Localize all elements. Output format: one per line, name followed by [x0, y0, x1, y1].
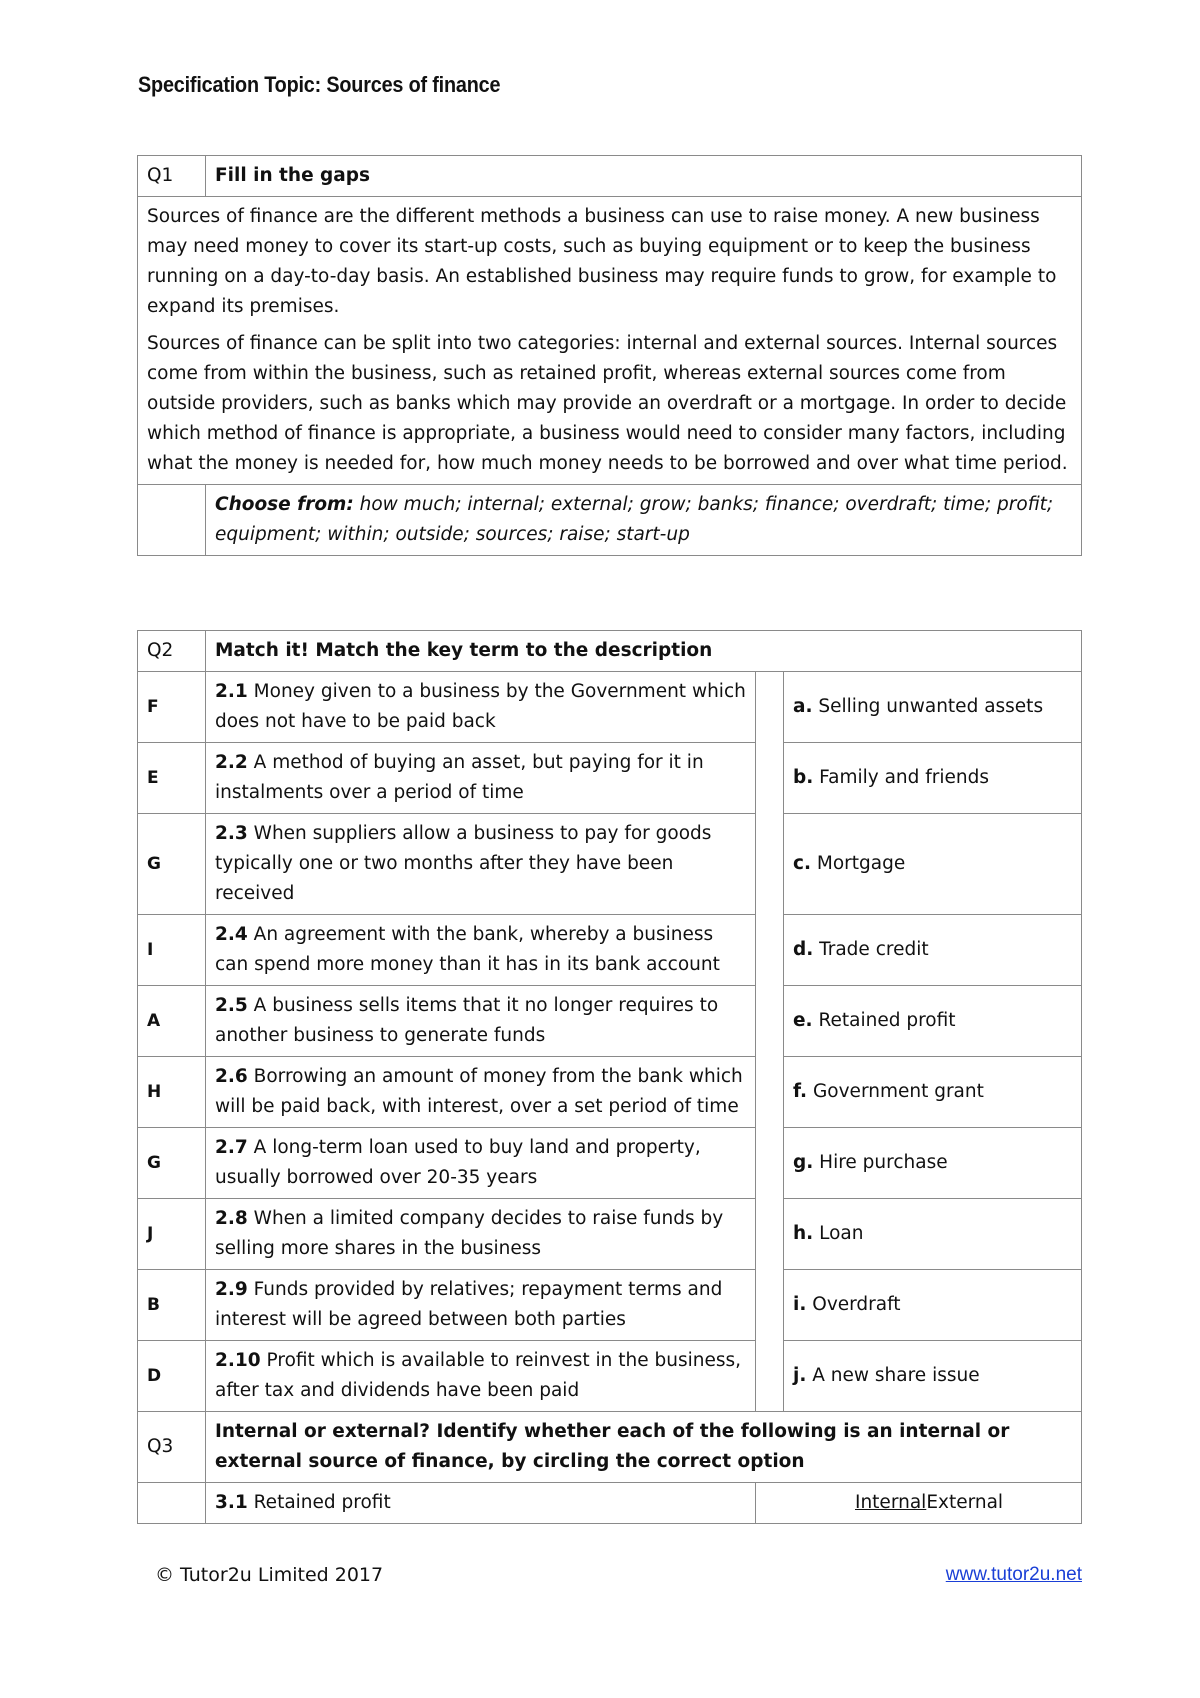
q1-word-bank-row — [138, 485, 1082, 556]
q1-word-bank — [206, 485, 1082, 556]
q2-description — [206, 1199, 756, 1270]
q2-option-letter: a. — [793, 696, 813, 717]
q2-item-text: A long-term loan used to buy land and property, usually borrowed over 20-35 years — [215, 1137, 701, 1188]
q3-option-internal[interactable]: Internal — [855, 1492, 927, 1513]
q2-option-text: Selling unwanted assets — [812, 696, 1044, 717]
q2-option — [784, 986, 1082, 1057]
q2-item-text: A method of buying an asset, but paying for it in instalments over a period of time — [215, 752, 704, 803]
q2-item-number: 2.2 — [215, 752, 248, 773]
choose-from-words: how much; internal; external; grow; banks; finance; overdraft; time; profit; equipment; within; outside; sources; raise; start-up — [215, 494, 1054, 545]
q2-row — [138, 672, 1082, 743]
q2-option-letter: h. — [793, 1223, 814, 1244]
q2-description — [206, 1341, 756, 1412]
q2-item-number: 2.8 — [215, 1208, 248, 1229]
q2-description — [206, 1057, 756, 1128]
q2-item-number: 2.10 — [215, 1350, 261, 1371]
q2-option — [784, 814, 1082, 915]
q2-option-text: Trade credit — [813, 939, 929, 960]
q1-number: Q1 — [138, 156, 206, 197]
q2-option-letter: c. — [793, 853, 811, 874]
q2-item-text: An agreement with the bank, whereby a business can spend more money than it has in its bank account — [215, 924, 720, 975]
q2-answer[interactable]: G — [138, 814, 206, 915]
q2-item-number: 2.4 — [215, 924, 248, 945]
q2-item-text: A business sells items that it no longer requires to another business to generate funds — [215, 995, 719, 1046]
footer-copyright: © Tutor2u Limited 2017 — [155, 1564, 384, 1586]
q1-table — [137, 155, 1082, 556]
q1-text-cell — [138, 197, 1082, 485]
q3-header-row — [138, 1412, 1082, 1483]
q3-number: Q3 — [138, 1412, 206, 1483]
q3-item-row — [138, 1483, 1082, 1524]
q2-answer[interactable]: A — [138, 986, 206, 1057]
q2-row — [138, 915, 1082, 986]
footer-link[interactable]: www.tutor2u.net — [945, 1564, 1082, 1585]
q2-item-number: 2.3 — [215, 823, 248, 844]
q2-option-letter: g. — [793, 1152, 814, 1173]
q2-item-text: Profit which is available to reinvest in the business, after tax and dividends have been paid — [215, 1350, 741, 1401]
q1-paragraph-1: Sources of finance are the different methods a business can use to raise money. A new business may need money to cover its start-up costs, such as buying equipment or to keep the business running on a day-to-day basis. An established business may require funds to grow, for example to expand its premises. — [147, 206, 1057, 317]
q2-option — [784, 1341, 1082, 1412]
q2-option-text: Family and friends — [813, 767, 990, 788]
q2-option — [784, 743, 1082, 814]
q2-option-text: Overdraft — [806, 1294, 901, 1315]
q2-option — [784, 1199, 1082, 1270]
q2-row — [138, 1270, 1082, 1341]
q3-blank-cell — [138, 1483, 206, 1524]
q2-option — [784, 672, 1082, 743]
q2-table — [137, 630, 1082, 1524]
q2-description — [206, 743, 756, 814]
q2-option-text: Retained profit — [812, 1010, 956, 1031]
q2-option-text: Government grant — [807, 1081, 984, 1102]
q2-row — [138, 1199, 1082, 1270]
q2-description — [206, 986, 756, 1057]
q2-row — [138, 1128, 1082, 1199]
q2-description — [206, 1128, 756, 1199]
q2-row — [138, 1341, 1082, 1412]
q2-title: Match it! Match the key term to the description — [206, 631, 1082, 672]
q2-option — [784, 1057, 1082, 1128]
q3-item-text: Retained profit — [247, 1492, 391, 1513]
q2-answer[interactable]: J — [138, 1199, 206, 1270]
q3-item-number: 3.1 — [215, 1492, 248, 1513]
q2-item-number: 2.7 — [215, 1137, 248, 1158]
q2-item-text: When suppliers allow a business to pay for goods typically one or two months after they have been received — [215, 823, 712, 904]
q1-title: Fill in the gaps — [206, 156, 1082, 197]
q2-description — [206, 672, 756, 743]
q2-option — [784, 915, 1082, 986]
q2-answer[interactable]: H — [138, 1057, 206, 1128]
q1-body-row — [138, 197, 1082, 485]
q2-option-letter: e. — [793, 1010, 813, 1031]
q2-answer[interactable]: G — [138, 1128, 206, 1199]
q1-header-row — [138, 156, 1082, 197]
q2-number: Q2 — [138, 631, 206, 672]
q3-item — [206, 1483, 756, 1524]
q2-row — [138, 743, 1082, 814]
q2-answer[interactable]: D — [138, 1341, 206, 1412]
q2-item-text: Funds provided by relatives; repayment terms and interest will be agreed between both parties — [215, 1279, 723, 1330]
q3-title: Internal or external? Identify whether each of the following is an internal or external source of finance, by circling the correct option — [206, 1412, 1082, 1483]
q2-item-number: 2.9 — [215, 1279, 248, 1300]
q2-option — [784, 1128, 1082, 1199]
q2-option-letter: j. — [793, 1365, 807, 1386]
q2-item-number: 2.1 — [215, 681, 248, 702]
q1-paragraph-2: Sources of finance can be split into two categories: internal and external sources. Internal sources come from within the business, such as retained profit, whereas external sources come from outside providers, such as banks which may provide an overdraft or a mortgage. In order to decide which method of finance is appropriate, a business would need to consider many factors, including what the money is needed for, how much money needs to be borrowed and over what time period. — [147, 333, 1068, 474]
q2-description — [206, 814, 756, 915]
q3-option-external[interactable]: External — [926, 1492, 1004, 1513]
q2-item-number: 2.5 — [215, 995, 248, 1016]
q2-item-text: Borrowing an amount of money from the bank which will be paid back, with interest, over a set period of time — [215, 1066, 743, 1117]
q2-option-letter: f. — [793, 1081, 808, 1102]
q2-description — [206, 1270, 756, 1341]
q2-answer[interactable]: I — [138, 915, 206, 986]
choose-from-label: Choose from: — [215, 494, 354, 515]
q2-option-text: Loan — [813, 1223, 864, 1244]
q2-option — [784, 1270, 1082, 1341]
q2-option-text: A new share issue — [806, 1365, 980, 1386]
q3-options-cell — [756, 1483, 1082, 1524]
q2-option-letter: b. — [793, 767, 814, 788]
q2-row — [138, 814, 1082, 915]
q2-answer[interactable]: F — [138, 672, 206, 743]
q1-blank-cell — [138, 485, 206, 556]
q2-item-number: 2.6 — [215, 1066, 248, 1087]
q2-option-text: Mortgage — [811, 853, 906, 874]
q2-item-text: Money given to a business by the Government which does not have to be paid back — [215, 681, 746, 732]
q2-header-row — [138, 631, 1082, 672]
q2-row — [138, 986, 1082, 1057]
q2-description — [206, 915, 756, 986]
q2-answer[interactable]: E — [138, 743, 206, 814]
q2-divider-cell — [756, 672, 784, 1412]
q2-item-text: When a limited company decides to raise funds by selling more shares in the business — [215, 1208, 724, 1259]
q2-option-letter: i. — [793, 1294, 807, 1315]
q2-option-text: Hire purchase — [813, 1152, 948, 1173]
page-heading: Specification Topic: Sources of finance — [138, 72, 501, 97]
q2-option-letter: d. — [793, 939, 814, 960]
q2-answer[interactable]: B — [138, 1270, 206, 1341]
q2-row — [138, 1057, 1082, 1128]
